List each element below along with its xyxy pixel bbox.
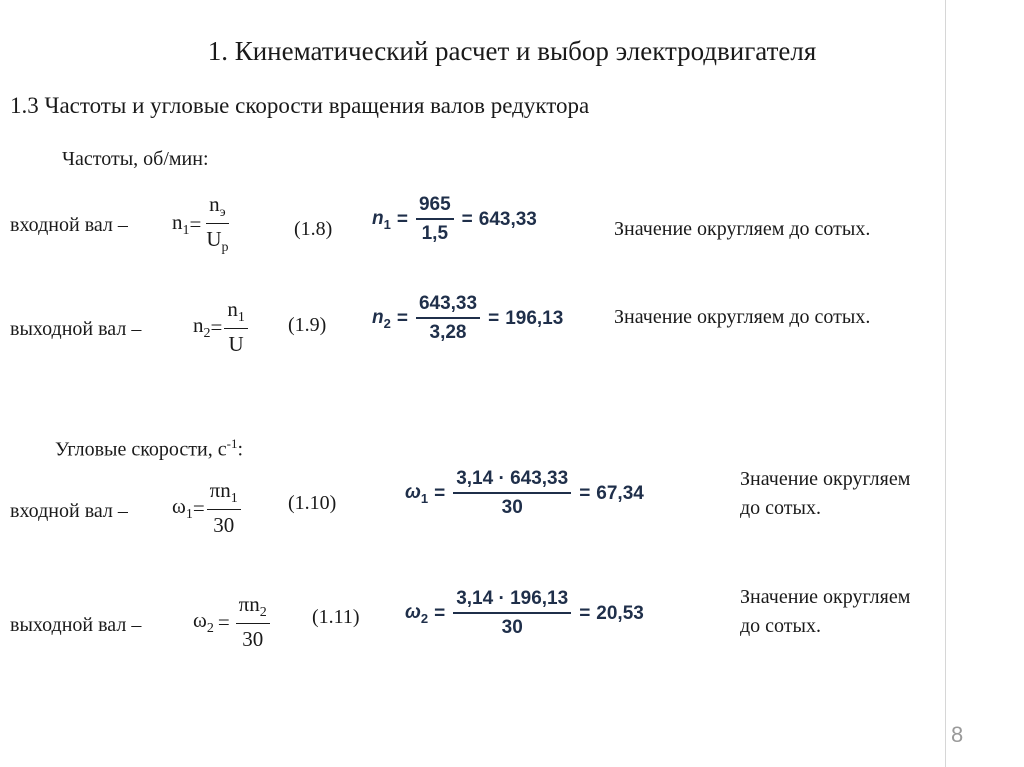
- calc-denominator: 30: [501, 617, 523, 638]
- fraction-numerator: $\pi n_1$: [207, 478, 241, 510]
- calc-result: 196,13: [505, 307, 564, 329]
- calc-omega2: [405, 588, 644, 639]
- calc-denominator: 3,28: [429, 322, 467, 343]
- calc-denominator: 30: [501, 497, 523, 518]
- formula-equals: =: [210, 314, 223, 339]
- fraction-denominator: 30: [242, 627, 264, 652]
- formula-symbol: $\omega_2$: [193, 607, 214, 636]
- fraction-denominator: 30: [213, 513, 235, 538]
- calc-n1: [372, 194, 537, 245]
- formula-symbol: $n_2$: [193, 312, 211, 341]
- calc-numerator: 643,33: [416, 293, 480, 319]
- input-shaft-label: входной вал –: [10, 214, 128, 236]
- calc-symbol: $n_1$: [372, 207, 391, 232]
- rounding-note: Значение округляем до сотых.: [614, 306, 871, 328]
- fraction-numerator: $n_э$: [206, 192, 229, 224]
- calc-fraction: [416, 194, 454, 245]
- calc-denominator: 1,5: [421, 223, 449, 244]
- formula-n2: [193, 297, 250, 357]
- calc-equals: =: [579, 602, 591, 624]
- formula-equals: =: [217, 609, 230, 634]
- section-subtitle: 1.3 Частоты и угловые скорости вращения валов редуктора: [10, 93, 590, 118]
- calc-result: 67,34: [596, 482, 644, 504]
- calc-equals: =: [461, 208, 473, 230]
- fraction-numerator: $n_1$: [224, 297, 248, 329]
- calc-numerator: 3,14 · 643,33: [453, 468, 571, 494]
- calc-equals: =: [396, 307, 408, 329]
- formula-omega1: [172, 478, 243, 538]
- formula-omega2: [193, 592, 272, 652]
- formula-equals: =: [192, 495, 205, 520]
- formula-fraction: [236, 592, 270, 652]
- rounding-note: Значение округляем до сотых.: [740, 586, 911, 637]
- calc-omega1: [405, 468, 644, 519]
- formula-fraction: [203, 192, 231, 256]
- formula-equals: =: [189, 211, 202, 236]
- fraction-numerator: $\pi n_2$: [236, 592, 270, 624]
- rounding-note: Значение округляем до сотых.: [740, 468, 911, 519]
- equation-number: (1.9): [288, 314, 327, 336]
- equation-number: (1.10): [288, 492, 337, 514]
- calc-equals: =: [434, 602, 446, 624]
- page-number: 8: [951, 722, 964, 747]
- output-shaft-label: выходной вал –: [10, 614, 142, 636]
- calc-result: 643,33: [478, 208, 537, 230]
- angular-speeds-heading: Угловые скорости, $с^{-1}$:: [55, 436, 244, 461]
- slide-title: 1. Кинематический расчет и выбор электродвигателя: [207, 36, 817, 66]
- input-shaft-label: входной вал –: [10, 500, 128, 522]
- equation-number: (1.8): [294, 218, 333, 240]
- calc-numerator: 3,14 · 196,13: [453, 588, 571, 614]
- formula-n1: [172, 192, 234, 256]
- frequencies-heading: Частоты, об/мин:: [62, 148, 209, 170]
- fraction-denominator: $U_р$: [206, 227, 229, 256]
- calc-equals: =: [396, 208, 408, 230]
- calc-result: 20,53: [596, 602, 644, 624]
- fraction-denominator: U: [228, 332, 244, 357]
- calc-equals: =: [488, 307, 500, 329]
- calc-fraction: [453, 588, 571, 639]
- calc-symbol: $n_2$: [372, 306, 391, 331]
- formula-fraction: [224, 297, 248, 357]
- equation-number: (1.11): [312, 606, 360, 628]
- calc-fraction: [453, 468, 571, 519]
- calc-fraction: [416, 293, 480, 344]
- formula-symbol: $\omega_1$: [172, 493, 193, 522]
- calc-equals: =: [579, 482, 591, 504]
- vertical-divider: [945, 0, 946, 767]
- calc-numerator: 965: [416, 194, 454, 220]
- calc-symbol: $\omega_2$: [405, 601, 429, 626]
- rounding-note: Значение округляем до сотых.: [614, 218, 871, 240]
- formula-fraction: [207, 478, 241, 538]
- calc-n2: [372, 293, 563, 344]
- calc-symbol: $\omega_1$: [405, 481, 429, 506]
- output-shaft-label: выходной вал –: [10, 318, 142, 340]
- calc-equals: =: [434, 482, 446, 504]
- formula-symbol: $n_1$: [172, 209, 190, 238]
